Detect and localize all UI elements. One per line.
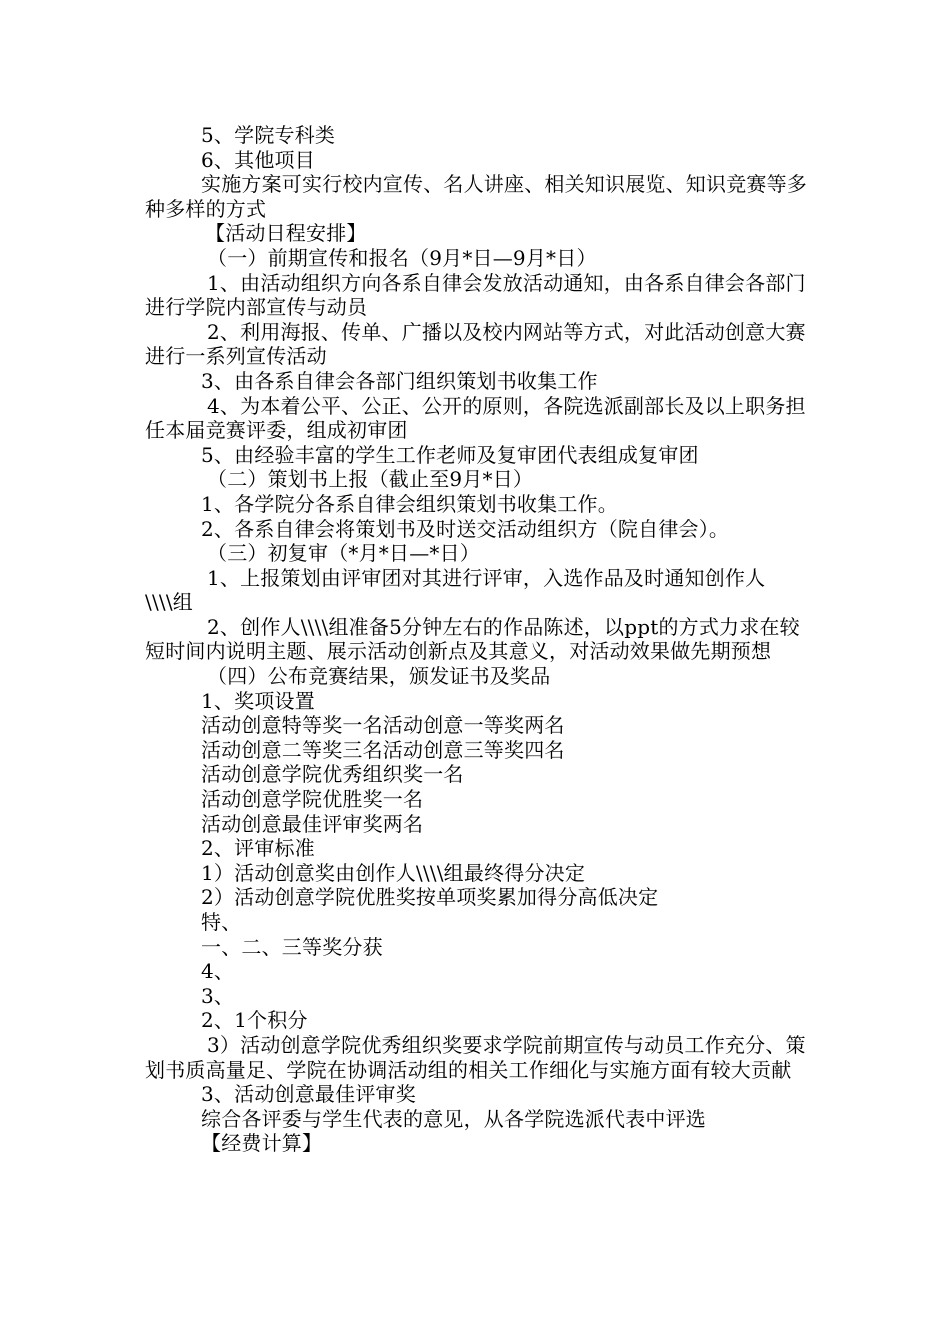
list-item: 活动创意学院优秀组织奖一名 xyxy=(201,762,464,787)
paragraph: 2、创作人\\\\组准备5分钟左右的作品陈述，以ppt的方式力求在较短时间内说明主题、展示活动创新点及其意义，对活动效果做先期预想 xyxy=(145,614,800,664)
section-heading: 【活动日程安排】 xyxy=(205,221,367,246)
list-item: 活动创意二等奖三名活动创意三等奖四名 xyxy=(201,737,565,762)
paragraph: 3、 xyxy=(201,983,235,1008)
document-body xyxy=(145,123,813,1156)
paragraph: 1、上报策划由评审团对其进行评审，入选作品及时通知创作人\\\\组 xyxy=(145,565,766,615)
paragraph: 2、评审标准 xyxy=(201,836,315,861)
paragraph: 1、各学院分各系自律会组织策划书收集工作。 xyxy=(201,491,618,516)
paragraph: 6、其他项目 xyxy=(201,147,315,172)
subsection-heading: （四）公布竞赛结果，颁发证书及奖品 xyxy=(207,664,551,689)
paragraph: 5、由经验丰富的学生工作老师及复审团代表组成复审团 xyxy=(201,442,699,467)
section-heading: 【经费计算】 xyxy=(201,1131,323,1156)
paragraph: 3、由各系自律会各部门组织策划书收集工作 xyxy=(201,368,598,393)
paragraph: 一、二、三等奖分获 xyxy=(201,934,383,959)
paragraph: 2、各系自律会将策划书及时送交活动组织方（院自律会）。 xyxy=(201,516,730,541)
list-item: 活动创意特等奖一名活动创意一等奖两名 xyxy=(201,713,565,738)
list-item: 活动创意学院优胜奖一名 xyxy=(201,787,424,812)
paragraph: 特、 xyxy=(201,910,242,934)
subsection-heading: （三）初复审（*月*日—*日） xyxy=(207,541,480,566)
paragraph: 3、活动创意最佳评审奖 xyxy=(201,1082,416,1107)
paragraph: 5、学院专科类 xyxy=(201,123,336,147)
paragraph: 实施方案可实行校内宣传、名人讲座、相关知识展览、知识竞赛等多种多样的方式 xyxy=(145,172,807,221)
paragraph: 1、奖项设置 xyxy=(201,688,315,713)
paragraph: 3）活动创意学院优秀组织奖要求学院前期宣传与动员工作充分、策划书质高量足、学院在协调活动组的相关工作细化与实施方面有较大贡献 xyxy=(145,1032,806,1082)
list-item: 1）活动创意奖由创作人\\\\组最终得分决定 xyxy=(201,860,586,885)
subsection-heading: （一）前期宣传和报名（9月*日—9月*日） xyxy=(207,245,597,270)
paragraph: 4、 xyxy=(201,959,235,984)
paragraph: 4、为本着公平、公正、公开的原则，各院选派副部长及以上职务担任本届竞赛评委，组成初审团 xyxy=(145,393,806,443)
paragraph: 2、1个积分 xyxy=(201,1008,308,1033)
paragraph: 综合各评委与学生代表的意见，从各学院选派代表中评选 xyxy=(201,1106,706,1131)
paragraph: 1、由活动组织方向各系自律会发放活动通知，由各系自律会各部门进行学院内部宣传与动员 xyxy=(145,270,806,320)
list-item: 2）活动创意学院优胜奖按单项奖累加得分高低决定 xyxy=(201,885,659,910)
list-item: 活动创意最佳评审奖两名 xyxy=(201,811,424,836)
paragraph: 2、利用海报、传单、广播以及校内网站等方式，对此活动创意大赛进行一系列宣传活动 xyxy=(145,319,806,369)
subsection-heading: （二）策划书上报（截止至9月*日） xyxy=(207,467,534,492)
